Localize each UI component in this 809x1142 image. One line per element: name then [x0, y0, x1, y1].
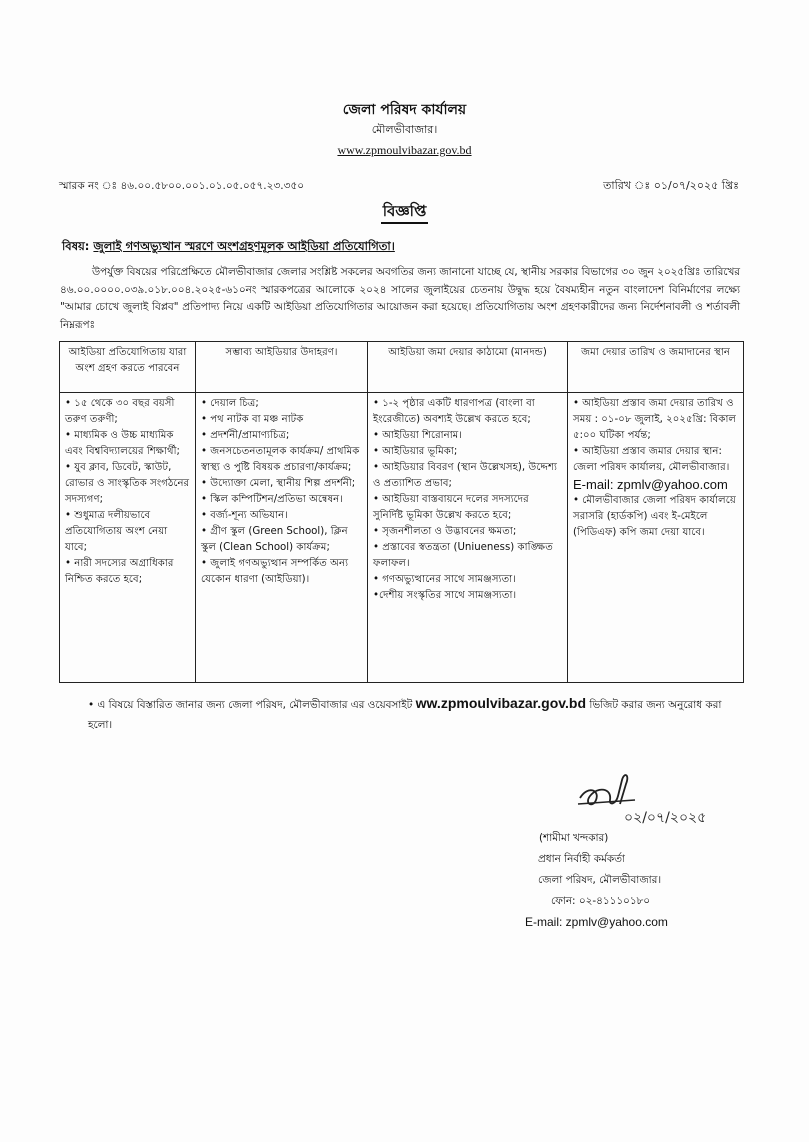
notice-title: বিজ্ঞপ্তি [381, 202, 429, 224]
header-submission-structure: আইডিয়া জমা দেয়ার কাঠামো (মানদন্ড) [368, 342, 568, 393]
list-item: • দেয়াল চিত্র; [201, 398, 259, 409]
submission-structure-cell [368, 393, 568, 683]
list-item: • আইডিয়া বাস্তবায়নে দলের সদস্যদের সুনির্দিষ্ট ভূমিকা উল্লেখ করতে হবে; [373, 494, 529, 521]
subject-label: বিষয়: [62, 239, 90, 253]
list-item: • ১৫ থেকে ৩০ বছর বয়সী তরুণ তরুণী; [65, 398, 175, 425]
email-address[interactable]: E-mail: zpmlv@yahoo.com [573, 477, 728, 492]
subject-line [62, 238, 395, 257]
list-item: • মাধ্যমিক ও উচ্চ মাধ্যমিক এবং বিশ্ববিদ্যালয়ের শিক্ষার্থী; [65, 430, 180, 457]
list-item: • আইডিয়া প্রস্তাব জমার দেয়ার স্থান: জেলা পরিষদ কার্যালয়, মৌলভীবাজার। [573, 446, 730, 473]
list-item: • স্কিল কম্পিটিশন/প্রতিভা অন্বেষন। [201, 494, 343, 505]
table-header-row [60, 342, 744, 393]
handwritten-date: ০২/০৭/২০২৫ [624, 810, 707, 826]
list-item: • মৌলভীবাজার জেলা পরিষদ কার্যালয়ে সরাসরি (হার্ডকপি) এবং ই-মেইলে (পিডিএফ) কপি জমা দেয়া যাবে। [573, 495, 736, 538]
list-item: • জনসচেতনতামূলক কার্যক্রম/ প্রাথমিক স্বাস্থ্য ও পুষ্টি বিষয়ক প্রচারণা/কার্যক্রম; [201, 446, 360, 473]
list-item: • নারী সদস্যের অগ্রাধিকার নিশ্চিত করতে হবে; [65, 558, 174, 585]
list-item: • গণঅভ্যুত্থানের সাথে সামঞ্জস্যতা। [373, 574, 516, 585]
notice-heading [0, 200, 809, 225]
header-idea-examples: সম্ভাব্য আইডিয়ার উদাহরণ। [196, 342, 368, 393]
signatory-name: (শামীমা খন্দকার) [539, 832, 609, 844]
list-item: • উদ্যোক্তা মেলা, স্থানীয় শিল্প প্রদর্শনী; [201, 478, 356, 489]
criteria-table [59, 341, 744, 683]
list-item: • আইডিয়ার ভূমিকা; [373, 446, 458, 457]
header-submission-date-place: জমা দেয়ার তারিখ ও জমাদানের স্থান [568, 342, 744, 393]
signatory-designation: প্রধান নির্বাহী কর্মকর্তা [538, 853, 625, 865]
website-link[interactable]: www.zpmoulvibazar.gov.bd [337, 143, 472, 157]
header-participants: আইডিয়া প্রতিযোগিতায় যারা অংশ গ্রহণ করতে পারবেন [60, 342, 196, 393]
list-item: • যুব ক্লাব, ডিবেট, স্কাউট, রোভার ও সাংস্কৃতিক সংগঠনের সদস্যগণ; [65, 462, 190, 505]
signatory-phone: ফোন: ০২-৪১১১০১৮০ [551, 895, 651, 907]
footer-note-after: ভিজিট করার জন্য অনুরোধ করা হলো। [88, 699, 722, 731]
signature-block [525, 828, 668, 933]
body-paragraph: উপর্যুক্ত বিষয়ের পরিপ্রেক্ষিতে মৌলভীবাজার জেলার সংশ্লিষ্ট সকলের অবগতির জন্য জানানো যাচ্ছে যে, স্থানীয় সরকার বিভাগের ৩০ জুন ২০২৫খ্রিঃ তারিখের ৪৬.০০.০০০০.০৩৯.০১৮.০০৪.২০২৫-৬১০নং স্মারকপত্রের আলোকে ২০২৪ সালের জুলাইয়ের চেতনায় উদ্বুদ্ধ হয়ে বৈষম্যহীন নতুন বাংলাদেশ বিনির্মাণের লক্ষ্যে "আমার চোখে জুলাই বিপ্লব" প্রতিপাদ্য নিয়ে একটি আইডিয়া প্রতিযোগিতার আয়োজন করা হয়েছে। প্রতিযোগিতায় অংশ গ্রহণকারীদের জন্য নির্দেশনাবলী ও শর্তাবলী নিম্নরূপঃ [60, 266, 740, 331]
list-item: •দেশীয় সংস্কৃতির সাথে সামঞ্জস্যতা। [373, 590, 517, 601]
signatory-email[interactable]: E-mail: zpmlv@yahoo.com [525, 915, 668, 929]
participants-cell [60, 393, 196, 683]
subject-text: জুলাই গণঅভ্যুত্থান স্মরণে অংশগ্রহণমূলক আইডিয়া প্রতিযোগিতা। [93, 239, 395, 253]
list-item: • আইডিয়া প্রস্তাব জমা দেয়ার তারিখ ও সময় : ০১-০৮ জুলাই, ২০২৫খ্রি: বিকাল ৫:০০ ঘটিকা পর্যন্ত; [573, 398, 737, 441]
list-item: • আইডিয়ার বিবরণ (স্থান উল্লেখসহ), উদ্দেশ্য ও প্রত্যাশিত প্রভাব; [373, 462, 557, 489]
list-item: • প্রদর্শনী/প্রামাণ্যচিত্র; [201, 430, 290, 441]
idea-examples-cell [196, 393, 368, 683]
list-item: • ১-২ পৃষ্ঠার একটি ধারণাপত্র (বাংলা বা ইংরেজীতে) অবশ্যই উল্লেখ করতে হবে; [373, 398, 535, 425]
issue-date: তারিখ ঃ ০১/০৭/২০২৫ খ্রিঃ [603, 179, 739, 192]
list-item: • প্রস্তাবের স্বতন্ত্রতা (Uniueness) কাঙ্ক্ষিত ফলাফল। [373, 542, 553, 569]
district-name: মৌলভীবাজার। [371, 123, 438, 136]
office-title: জেলা পরিষদ কার্যালয় [342, 102, 467, 118]
footer-note [88, 693, 748, 735]
signatory-office: জেলা পরিষদ, মৌলভীবাজার। [538, 874, 662, 886]
notice-body [60, 264, 740, 334]
list-item: • বর্জ্য-শূন্য অভিযান। [201, 510, 288, 521]
list-item: • সৃজনশীলতা ও উদ্ভাবনের ক্ষমতা; [373, 526, 517, 537]
table-row [60, 393, 744, 683]
memo-number: স্মারক নং ঃ ৪৬.০০.৫৮০০.০০১.০১.০৫.০৫৭.২৩.৩৫০ [59, 180, 305, 192]
submission-date-place-cell [568, 393, 744, 683]
list-item: • গ্রীণ স্কুল (Green School), ক্লিন স্কুল (Clean School) কার্যক্রম; [201, 526, 348, 553]
list-item: • জুলাই গণঅভ্যুত্থান সম্পর্কিত অন্য যেকোন ধারণা (আইডিয়া)। [201, 558, 349, 585]
footer-note-before: • এ বিষয়ে বিস্তারিত জানার জন্য জেলা পরিষদ, মৌলভীবাজার এর ওয়েবসাইট [88, 699, 413, 711]
list-item: • আইডিয়া শিরোনাম। [373, 430, 462, 441]
footer-website-link[interactable]: ww.zpmoulvibazar.gov.bd [415, 695, 587, 711]
list-item: • পথ নাটক বা মঞ্চ নাটক [201, 414, 304, 425]
list-item: • শুধুমাত্র দলীয়ভাবে প্রতিযোগিতায় অংশ নেয়া যাবে; [65, 510, 168, 553]
